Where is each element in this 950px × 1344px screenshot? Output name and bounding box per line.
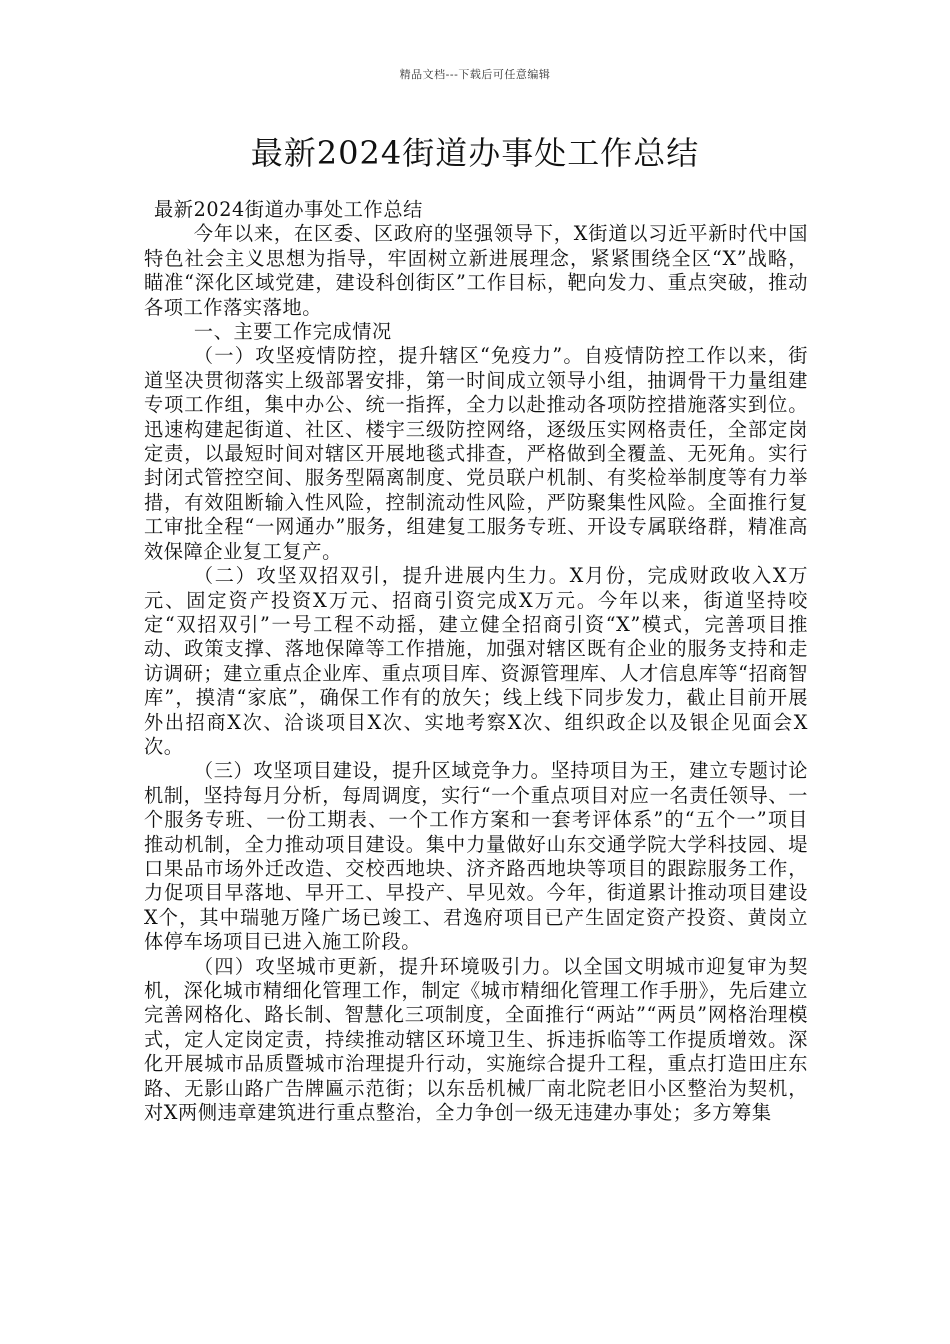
paragraph-projects: （三）攻坚项目建设，提升区域竞争力。坚持项目为王，建立专题讨论机制，坚持每月分析，每周调度，实行“一个重点项目对应一名责任领导、一个服务专班、一份工期表、一个工作方案和一套考评体系”的“五个一”项目推动机制，全力推动项目建设。集中力量做好山东交通学院大学科技园、堤口果品市场外迁改造、交校西地块、济齐路西地块等项目的跟踪服务工作，力促项目早落地、早开工、早投产、早见效。今年，街道累计推动项目建设X个，其中瑞驰万隆广场已竣工、君逸府项目已产生固定资产投资、黄岗立体停车场项目已进入施工阶段。: [144, 759, 808, 954]
section-heading: 一、主要工作完成情况: [193, 320, 392, 344]
paragraph-epidemic: （一）攻坚疫情防控，提升辖区“免疫力”。自疫情防控工作以来，街道坚决贯彻落实上级部署安排，第一时间成立领导小组，抽调骨干力量组建专项工作组，集中办公、统一指挥，全力以赴推动各项防控措施落实到位。迅速构建起街道、社区、楼宇三级防控网络，逐级压实网格责任，全部定岗定责，以最短时间对辖区开展地毯式排查，严格做到全覆盖、无死角。实行封闭式管控空间、服务型隔离制度、党员联户机制、有奖检举制度等有力举措，有效阻断输入性风险，控制流动性风险，严防聚集性风险。全面推行复工审批全程“一网通办”服务，组建复工服务专班、开设专属联络群，精准高效保障企业复工复产。: [144, 344, 808, 563]
paragraph-investment: （二）攻坚双招双引，提升进展内生力。X月份，完成财政收入X万元、固定资产投资X万元、招商引资完成X万元。今年以来，街道坚持咬定“双招双引”一号工程不动摇，建立健全招商引资“X”模式，完善项目推动、政策支撑、落地保障等工作措施，加强对辖区既有企业的服务支持和走访调研；建立重点企业库、重点项目库、资源管理库、人才信息库等“招商智库”，摸清“家底”，确保工作有的放矢；线上线下同步发力，截止目前开展外出招商X次、洽谈项目X次、实地考察X次、组织政企以及银企见面会X次。: [144, 564, 808, 758]
document-body: [144, 198, 808, 1125]
document-title: 最新2024街道办事处工作总结: [250, 134, 700, 172]
paragraph-urban-renewal: （四）攻坚城市更新，提升环境吸引力。以全国文明城市迎复审为契机，深化城市精细化管理工作，制定《城市精细化管理工作手册》，先后建立完善网格化、路长制、智慧化三项制度，全面推行“两站”“两员”网格治理模式，定人定岗定责，持续推动辖区环境卫生、拆违拆临等工作提质增效。深化开展城市品质暨城市治理提升行动，实施综合提升工程，重点打造田庄东路、无影山路广告牌匾示范街；以东岳机械厂南北院老旧小区整治为契机，对X两侧违章建筑进行重点整治，全力争创一级无违建办事处；多方筹集: [144, 954, 808, 1125]
paragraph-intro: 今年以来，在区委、区政府的坚强领导下，X街道以习近平新时代中国特色社会主义思想为指导，牢固树立新进展理念，紧紧围绕全区“X”战略，瞄准“深化区域党建，建设科创街区”工作目标，靶向发力、重点突破，推动各项工作落实落地。: [144, 222, 808, 319]
header-note: 精品文档---下载后可任意编辑: [399, 68, 551, 81]
document-subtitle: 最新2024街道办事处工作总结: [154, 198, 423, 221]
